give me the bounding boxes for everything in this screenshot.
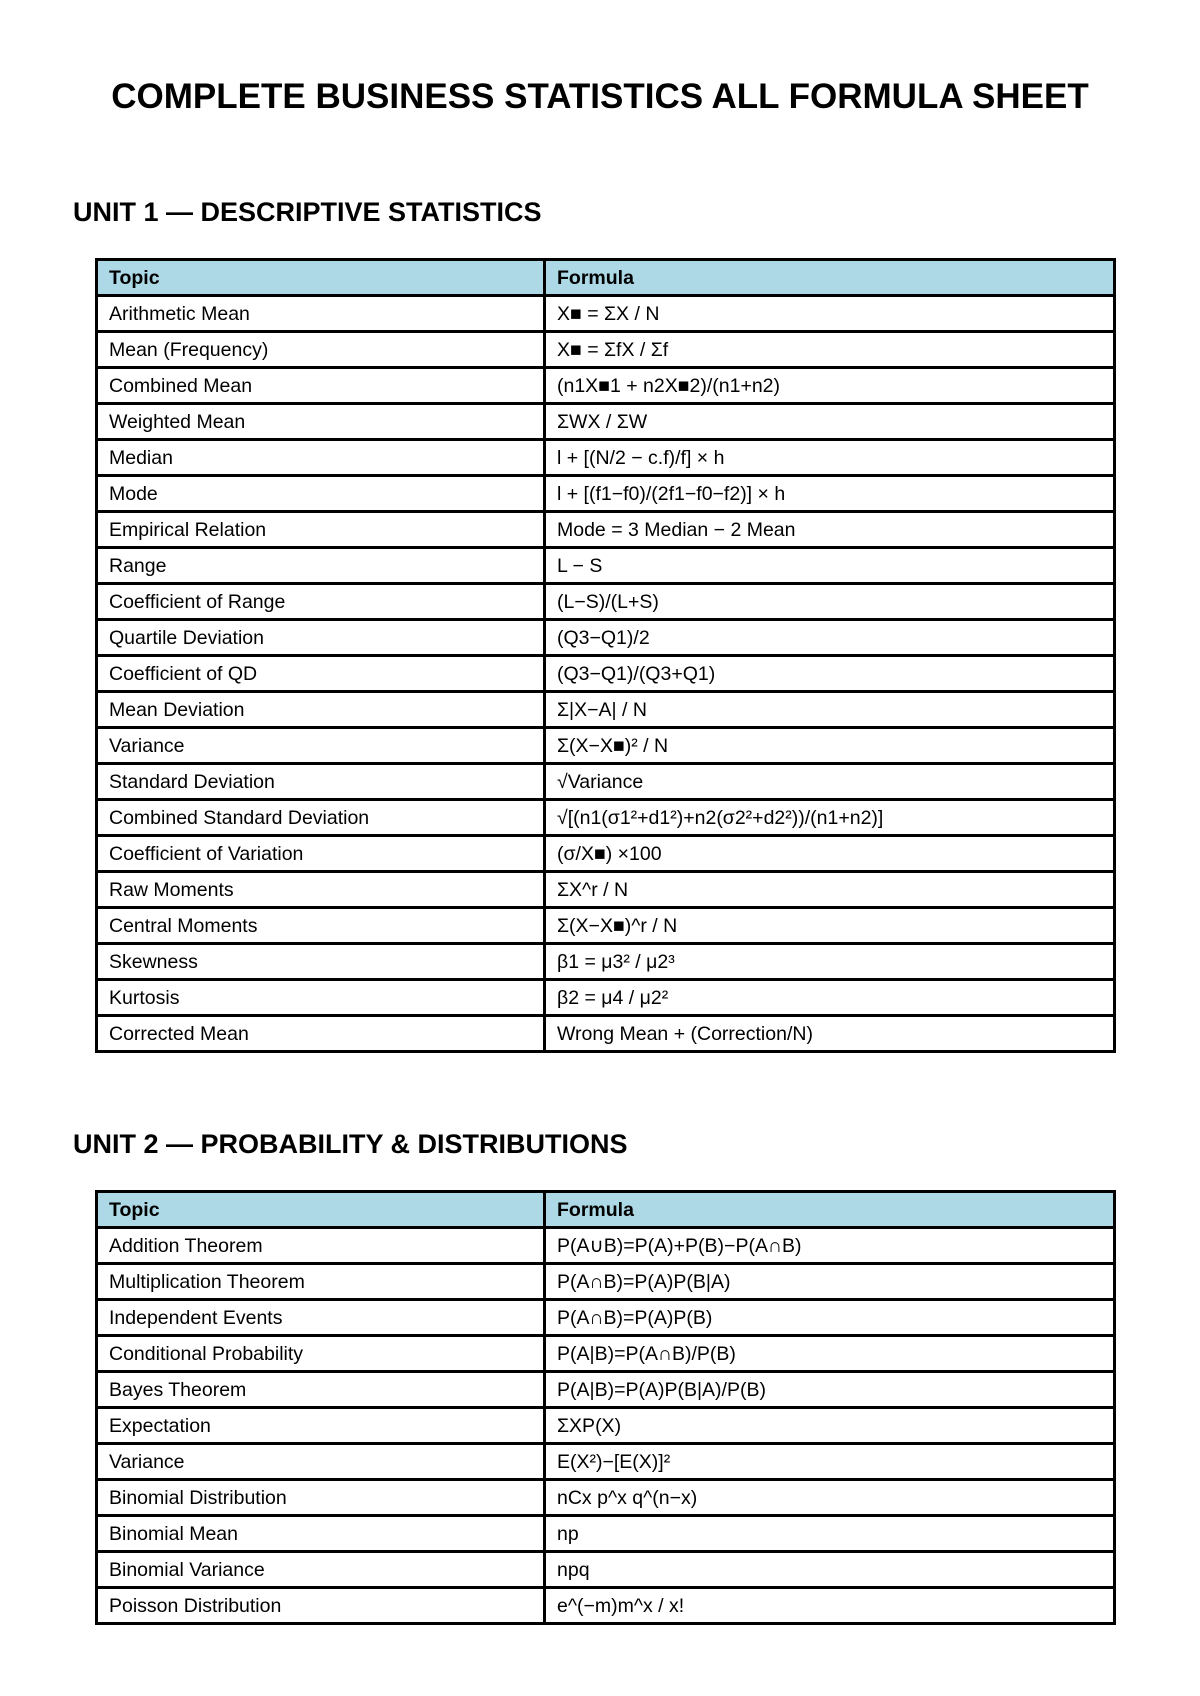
table-row bbox=[97, 404, 1115, 440]
table-row bbox=[97, 296, 1115, 332]
topic-cell: Binomial Variance bbox=[97, 1552, 545, 1588]
formula-cell: (L−S)/(L+S) bbox=[545, 584, 1115, 620]
table-row bbox=[97, 368, 1115, 404]
table-row bbox=[97, 1016, 1115, 1052]
topic-cell: Poisson Distribution bbox=[97, 1588, 545, 1624]
formula-cell: P(A|B)=P(A∩B)/P(B) bbox=[545, 1336, 1115, 1372]
table-row bbox=[97, 584, 1115, 620]
formula-cell: P(A∪B)=P(A)+P(B)−P(A∩B) bbox=[545, 1228, 1115, 1264]
table-row bbox=[97, 1264, 1115, 1300]
formula-cell: X■ = ΣfX / Σf bbox=[545, 332, 1115, 368]
table-row bbox=[97, 908, 1115, 944]
formula-cell: X■ = ΣX / N bbox=[545, 296, 1115, 332]
table-row bbox=[97, 1372, 1115, 1408]
table-row bbox=[97, 1336, 1115, 1372]
table-row bbox=[97, 764, 1115, 800]
section-heading-unit-2: UNIT 2 — PROBABILITY & DISTRIBUTIONS bbox=[73, 1129, 628, 1159]
column-header-topic: Topic bbox=[97, 1192, 545, 1228]
column-header-topic: Topic bbox=[97, 260, 545, 296]
formula-cell: np bbox=[545, 1516, 1115, 1552]
topic-cell: Variance bbox=[97, 1444, 545, 1480]
topic-cell: Corrected Mean bbox=[97, 1016, 545, 1052]
table-row bbox=[97, 1408, 1115, 1444]
table-row bbox=[97, 728, 1115, 764]
formula-cell: ΣX^r / N bbox=[545, 872, 1115, 908]
topic-cell: Variance bbox=[97, 728, 545, 764]
topic-cell: Independent Events bbox=[97, 1300, 545, 1336]
formula-cell: (n1X■1 + n2X■2)/(n1+n2) bbox=[545, 368, 1115, 404]
topic-cell: Central Moments bbox=[97, 908, 545, 944]
topic-cell: Conditional Probability bbox=[97, 1336, 545, 1372]
section-heading-unit-1: UNIT 1 — DESCRIPTIVE STATISTICS bbox=[73, 197, 542, 227]
topic-cell: Empirical Relation bbox=[97, 512, 545, 548]
table-row bbox=[97, 620, 1115, 656]
table-header-row bbox=[97, 1192, 1115, 1228]
table-row bbox=[97, 1228, 1115, 1264]
table-row bbox=[97, 1444, 1115, 1480]
formula-table-unit-2 bbox=[95, 1190, 1116, 1625]
topic-cell: Binomial Mean bbox=[97, 1516, 545, 1552]
topic-cell: Coefficient of QD bbox=[97, 656, 545, 692]
formula-cell: ΣWX / ΣW bbox=[545, 404, 1115, 440]
formula-cell: E(X²)−[E(X)]² bbox=[545, 1444, 1115, 1480]
table-row bbox=[97, 944, 1115, 980]
topic-cell: Mode bbox=[97, 476, 545, 512]
topic-cell: Combined Mean bbox=[97, 368, 545, 404]
formula-cell: npq bbox=[545, 1552, 1115, 1588]
table-row bbox=[97, 980, 1115, 1016]
formula-cell: Σ(X−X■)² / N bbox=[545, 728, 1115, 764]
table-row bbox=[97, 476, 1115, 512]
topic-cell: Mean (Frequency) bbox=[97, 332, 545, 368]
table-row bbox=[97, 1552, 1115, 1588]
formula-cell: l + [(N/2 − c.f)/f] × h bbox=[545, 440, 1115, 476]
topic-cell: Median bbox=[97, 440, 545, 476]
formula-cell: √Variance bbox=[545, 764, 1115, 800]
column-header-formula: Formula bbox=[545, 1192, 1115, 1228]
formula-cell: Wrong Mean + (Correction/N) bbox=[545, 1016, 1115, 1052]
table-row bbox=[97, 1516, 1115, 1552]
table-row bbox=[97, 1300, 1115, 1336]
formula-cell: P(A|B)=P(A)P(B|A)/P(B) bbox=[545, 1372, 1115, 1408]
formula-cell: ΣXP(X) bbox=[545, 1408, 1115, 1444]
column-header-formula: Formula bbox=[545, 260, 1115, 296]
topic-cell: Arithmetic Mean bbox=[97, 296, 545, 332]
topic-cell: Multiplication Theorem bbox=[97, 1264, 545, 1300]
table-row bbox=[97, 512, 1115, 548]
formula-cell: l + [(f1−f0)/(2f1−f0−f2)] × h bbox=[545, 476, 1115, 512]
formula-cell: β2 = μ4 / μ2² bbox=[545, 980, 1115, 1016]
table-row bbox=[97, 1588, 1115, 1624]
topic-cell: Binomial Distribution bbox=[97, 1480, 545, 1516]
formula-cell: (Q3−Q1)/2 bbox=[545, 620, 1115, 656]
topic-cell: Raw Moments bbox=[97, 872, 545, 908]
formula-cell: Σ(X−X■)^r / N bbox=[545, 908, 1115, 944]
topic-cell: Coefficient of Range bbox=[97, 584, 545, 620]
formula-cell: Σ|X−A| / N bbox=[545, 692, 1115, 728]
table-row bbox=[97, 656, 1115, 692]
formula-cell: e^(−m)m^x / x! bbox=[545, 1588, 1115, 1624]
formula-cell: P(A∩B)=P(A)P(B) bbox=[545, 1300, 1115, 1336]
table-row bbox=[97, 872, 1115, 908]
formula-cell: β1 = μ3² / μ2³ bbox=[545, 944, 1115, 980]
topic-cell: Standard Deviation bbox=[97, 764, 545, 800]
topic-cell: Mean Deviation bbox=[97, 692, 545, 728]
formula-cell: Mode = 3 Median − 2 Mean bbox=[545, 512, 1115, 548]
table-header-row bbox=[97, 260, 1115, 296]
table-row bbox=[97, 548, 1115, 584]
formula-cell: (σ/X■) ×100 bbox=[545, 836, 1115, 872]
topic-cell: Kurtosis bbox=[97, 980, 545, 1016]
topic-cell: Range bbox=[97, 548, 545, 584]
formula-cell: (Q3−Q1)/(Q3+Q1) bbox=[545, 656, 1115, 692]
table-row bbox=[97, 836, 1115, 872]
topic-cell: Addition Theorem bbox=[97, 1228, 545, 1264]
formula-cell: √[(n1(σ1²+d1²)+n2(σ2²+d2²))/(n1+n2)] bbox=[545, 800, 1115, 836]
table-row bbox=[97, 332, 1115, 368]
topic-cell: Coefficient of Variation bbox=[97, 836, 545, 872]
topic-cell: Skewness bbox=[97, 944, 545, 980]
topic-cell: Quartile Deviation bbox=[97, 620, 545, 656]
page-title: COMPLETE BUSINESS STATISTICS ALL FORMULA SHEET bbox=[111, 77, 1089, 116]
topic-cell: Expectation bbox=[97, 1408, 545, 1444]
formula-cell: nCx p^x q^(n−x) bbox=[545, 1480, 1115, 1516]
topic-cell: Bayes Theorem bbox=[97, 1372, 545, 1408]
formula-table-unit-1 bbox=[95, 258, 1116, 1053]
table-row bbox=[97, 1480, 1115, 1516]
formula-cell: L − S bbox=[545, 548, 1115, 584]
table-row bbox=[97, 692, 1115, 728]
table-row bbox=[97, 440, 1115, 476]
topic-cell: Weighted Mean bbox=[97, 404, 545, 440]
topic-cell: Combined Standard Deviation bbox=[97, 800, 545, 836]
table-row bbox=[97, 800, 1115, 836]
formula-cell: P(A∩B)=P(A)P(B|A) bbox=[545, 1264, 1115, 1300]
